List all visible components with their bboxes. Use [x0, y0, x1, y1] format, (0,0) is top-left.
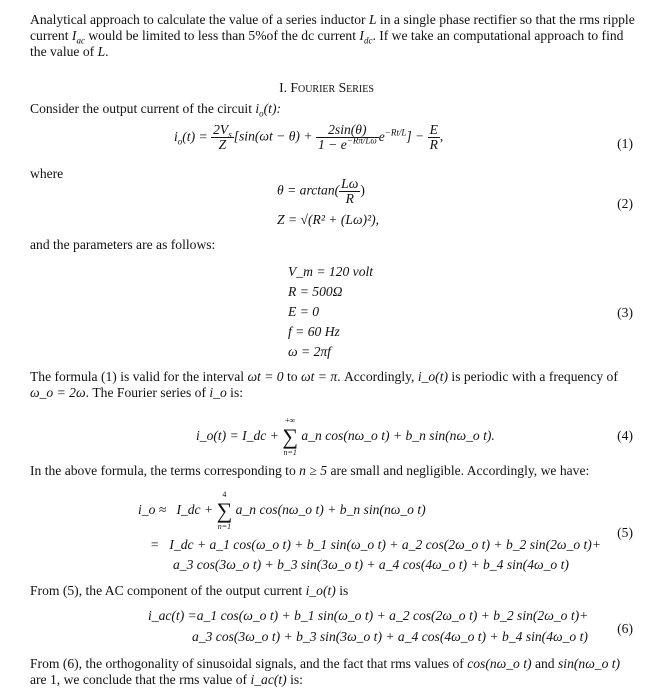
- eq6-line-2: a_3 cos(3ω_o t) + b_3 sin(3ω_o t) + a_4 cos(4ω_o t) + b_4 sin(4ω_o t): [192, 629, 588, 644]
- eq6-line-1: i_ac(t) =a_1 cos(ω_o t) + b_1 sin(ω_o t) + a_2 cos(2ω_o t) + b_2 sin(2ω_o t)+: [148, 608, 589, 623]
- eq3-line-1: V_m = 120 volt: [288, 264, 374, 279]
- para-1-math: $i_o(t)$:: [255, 101, 282, 119]
- eq3-line-3: E = 0: [288, 304, 320, 319]
- equation-1: [174, 123, 443, 152]
- para-5: From (6), the orthogonality of sinusoidal signals, and the fact that rms values of cos(nω_o t) and sin(nω_o t) are 1, we conclude that the rms value of i_ac(t) is:: [30, 656, 621, 687]
- params-intro: and the parameters are as follows:: [30, 237, 216, 252]
- eq1-bracket-open: [sin(ωt − θ) +: [233, 128, 313, 144]
- intro-text-4: . If we take an computational approach to find the value of: [30, 28, 624, 59]
- var-Idc: $I_{dc}$: [359, 28, 373, 46]
- intro-text-3: would be limited to less than 5%of the dc current: [88, 28, 356, 43]
- eq1-trail: ,: [439, 128, 444, 144]
- eq3-line-2: R = 500Ω: [288, 284, 343, 299]
- eq6-number: (6): [617, 621, 633, 636]
- section-numeral: I.: [279, 80, 287, 95]
- intro-text-5: .: [105, 44, 109, 59]
- eq4-sum: +∞ ∑ n=1: [282, 416, 298, 457]
- para-4: From (5), the AC component of the output current i_o(t) is: [30, 583, 349, 598]
- eq3-line-4: f = 60 Hz: [288, 324, 340, 339]
- equation-4: [196, 416, 495, 458]
- eq1-exp: $e^{-Rt/L}$: [378, 127, 407, 144]
- para-1: [30, 101, 281, 117]
- eq1-number: (1): [617, 136, 633, 151]
- eq2-number: (2): [617, 196, 633, 211]
- eq1-frac-2: $\frac{2\sin(\theta)}{1 - e^{-R\pi/L\omega}}$: [317, 122, 377, 152]
- intro-text-1: Analytical approach to calculate the value of a series inductor: [30, 12, 366, 27]
- eq3-line-5: ω = 2πf: [288, 344, 331, 359]
- var-L-2: L: [97, 44, 106, 59]
- var-L: L: [368, 12, 377, 27]
- para-2: The formula (1) is valid for the interval ωt = 0 to ωt = π. Accordingly, i_o(t) is periodic with a frequency of ω_o = 2ω. The Fourier series of i_o is:: [30, 369, 618, 400]
- section-title: Fourier Series: [290, 80, 374, 95]
- eq5-sum: 4 ∑ n=1: [216, 490, 233, 531]
- eq5-line-2: = I_dc + a_1 cos(ω_o t) + b_1 sin(ω_o t) + a_2 cos(2ω_o t) + b_2 sin(2ω_o t)+: [150, 537, 601, 552]
- where-label: where: [30, 166, 64, 181]
- para-3: In the above formula, the terms corresponding to n ≥ 5 are small and negligible. Accordingly, we have:: [30, 463, 590, 478]
- eq2-line-1: θ = arctan( $\frac{L\omega}{R}$ ): [277, 176, 365, 206]
- eq3-number: (3): [617, 305, 633, 320]
- eq5-line-1: i_o ≈ I_dc + 4 ∑ n=1 a_n cos(nω_o t) + b_n sin(nω_o t): [138, 490, 426, 531]
- eq1-lhs: $i_o(t)$ =: [174, 128, 208, 147]
- eq4-rhs: a_n cos(nω_o t) + b_n sin(nω_o t).: [301, 428, 495, 444]
- eq1-frac-1: $\frac{2V_s}{Z}$: [213, 122, 232, 152]
- eq5-number: (5): [617, 525, 633, 540]
- eq1-bracket-close: ] −: [406, 128, 425, 144]
- eq5-line-3: a_3 cos(3ω_o t) + b_3 sin(3ω_o t) + a_4 cos(4ω_o t) + b_4 sin(4ω_o t): [173, 557, 569, 572]
- intro-text-2: in a single phase rectifier so that the rms ripple current: [30, 12, 635, 43]
- section-heading: [0, 80, 653, 96]
- eq2-line-2: Z = √(R² + (Lω)²),: [277, 212, 380, 227]
- eq2-frac: $\frac{L\omega}{R}$: [341, 176, 359, 206]
- eq4-number: (4): [617, 428, 633, 443]
- eq4-lhs: i_o(t) = I_dc +: [196, 428, 279, 444]
- var-Iac: $I_{ac}$: [71, 28, 85, 46]
- para-1-text: Consider the output current of the circuit: [30, 101, 252, 116]
- intro-paragraph: [30, 12, 636, 60]
- eq1-frac-3: $\frac{E}{R}$: [429, 122, 438, 152]
